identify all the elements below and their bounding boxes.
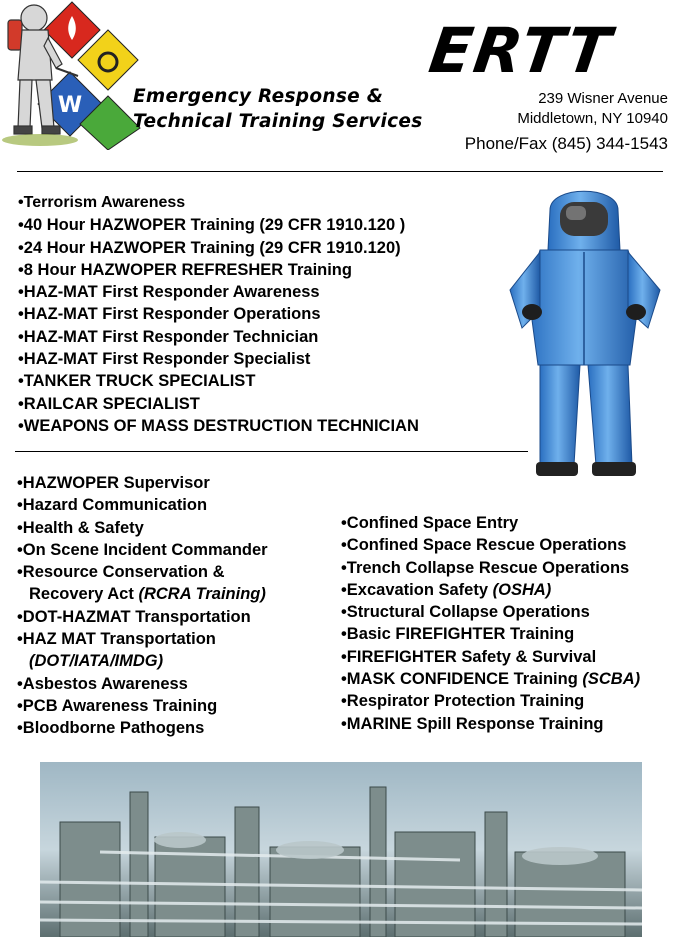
header-divider	[17, 171, 663, 172]
list-item-continuation	[17, 583, 268, 605]
list-item: • Terrorism Awareness	[18, 192, 419, 214]
list-item-note: (DOT/IATA/IMDG)	[29, 652, 164, 671]
list-item: • Respirator Protection Training	[341, 690, 640, 712]
list-item: • Bloodborne Pathogens	[17, 717, 268, 739]
section-divider	[15, 451, 528, 452]
list-item: • On Scene Incident Commander	[17, 539, 268, 561]
list-item	[341, 668, 640, 690]
list-item: • WEAPONS OF MASS DESTRUCTION TECHNICIAN	[18, 415, 419, 437]
list-item: • HAZ MAT Transportation	[17, 628, 268, 650]
list-item: • 8 Hour HAZWOPER REFRESHER Training	[18, 259, 419, 281]
list-item-note: (RCRA Training)	[138, 585, 266, 604]
list-item: • PCB Awareness Training	[17, 695, 268, 717]
hazmat-suit-photo	[500, 180, 668, 485]
list-item-text: Excavation Safety	[346, 580, 493, 599]
list-item: • HAZ-MAT First Responder Technician	[18, 326, 419, 348]
list-item: • Confined Space Entry	[341, 512, 640, 534]
list-item: • Trench Collapse Rescue Operations	[341, 557, 640, 579]
course-list-primary	[18, 192, 419, 437]
list-item: • Asbestos Awareness	[17, 673, 268, 695]
list-item: • MARINE Spill Response Training	[341, 713, 640, 735]
list-item-note: (SCBA)	[582, 670, 641, 689]
company-name-line1: Emergency Response &	[133, 86, 384, 107]
list-item: • Health & Safety	[17, 517, 268, 539]
list-item: • Basic FIREFIGHTER Training	[341, 623, 640, 645]
list-item: • 24 Hour HAZWOPER Training (29 CFR 1910.120)	[18, 237, 419, 259]
list-item: • HAZ-MAT First Responder Specialist	[18, 348, 419, 370]
industrial-plant-photo	[40, 762, 642, 937]
list-item: • Resource Conservation &	[17, 561, 268, 583]
list-item: • Structural Collapse Operations	[341, 601, 640, 623]
list-item: • 40 Hour HAZWOPER Training (29 CFR 1910.120 )	[18, 214, 419, 236]
company-name-line2: Technical Training Services	[133, 111, 423, 132]
address-city: Middletown, NY 10940	[517, 110, 668, 127]
list-item-note: (OSHA)	[492, 580, 552, 599]
list-item-continuation	[17, 650, 268, 672]
list-item: • HAZ-MAT First Responder Operations	[18, 303, 419, 325]
list-item: • HAZ-MAT First Responder Awareness	[18, 281, 419, 303]
brand-logo-text: ERTT	[424, 14, 617, 87]
list-item-text: MASK CONFIDENCE Training	[346, 670, 583, 689]
svg-text:W: W	[57, 93, 83, 118]
list-item: • DOT-HAZMAT Transportation	[17, 606, 268, 628]
list-item: • Confined Space Rescue Operations	[341, 534, 640, 556]
course-list-right	[341, 512, 640, 735]
list-item: • TANKER TRUCK SPECIALIST	[18, 370, 419, 392]
list-item: • FIREFIGHTER Safety & Survival	[341, 646, 640, 668]
list-item: • Hazard Communication	[17, 494, 268, 516]
list-item	[341, 579, 640, 601]
course-list-left	[17, 472, 268, 740]
address-street: 239 Wisner Avenue	[538, 90, 668, 107]
list-item-text: Recovery Act	[29, 585, 139, 604]
list-item: • HAZWOPER Supervisor	[17, 472, 268, 494]
list-item: • RAILCAR SPECIALIST	[18, 393, 419, 415]
phone-fax: Phone/Fax (845) 344-1543	[464, 134, 668, 153]
